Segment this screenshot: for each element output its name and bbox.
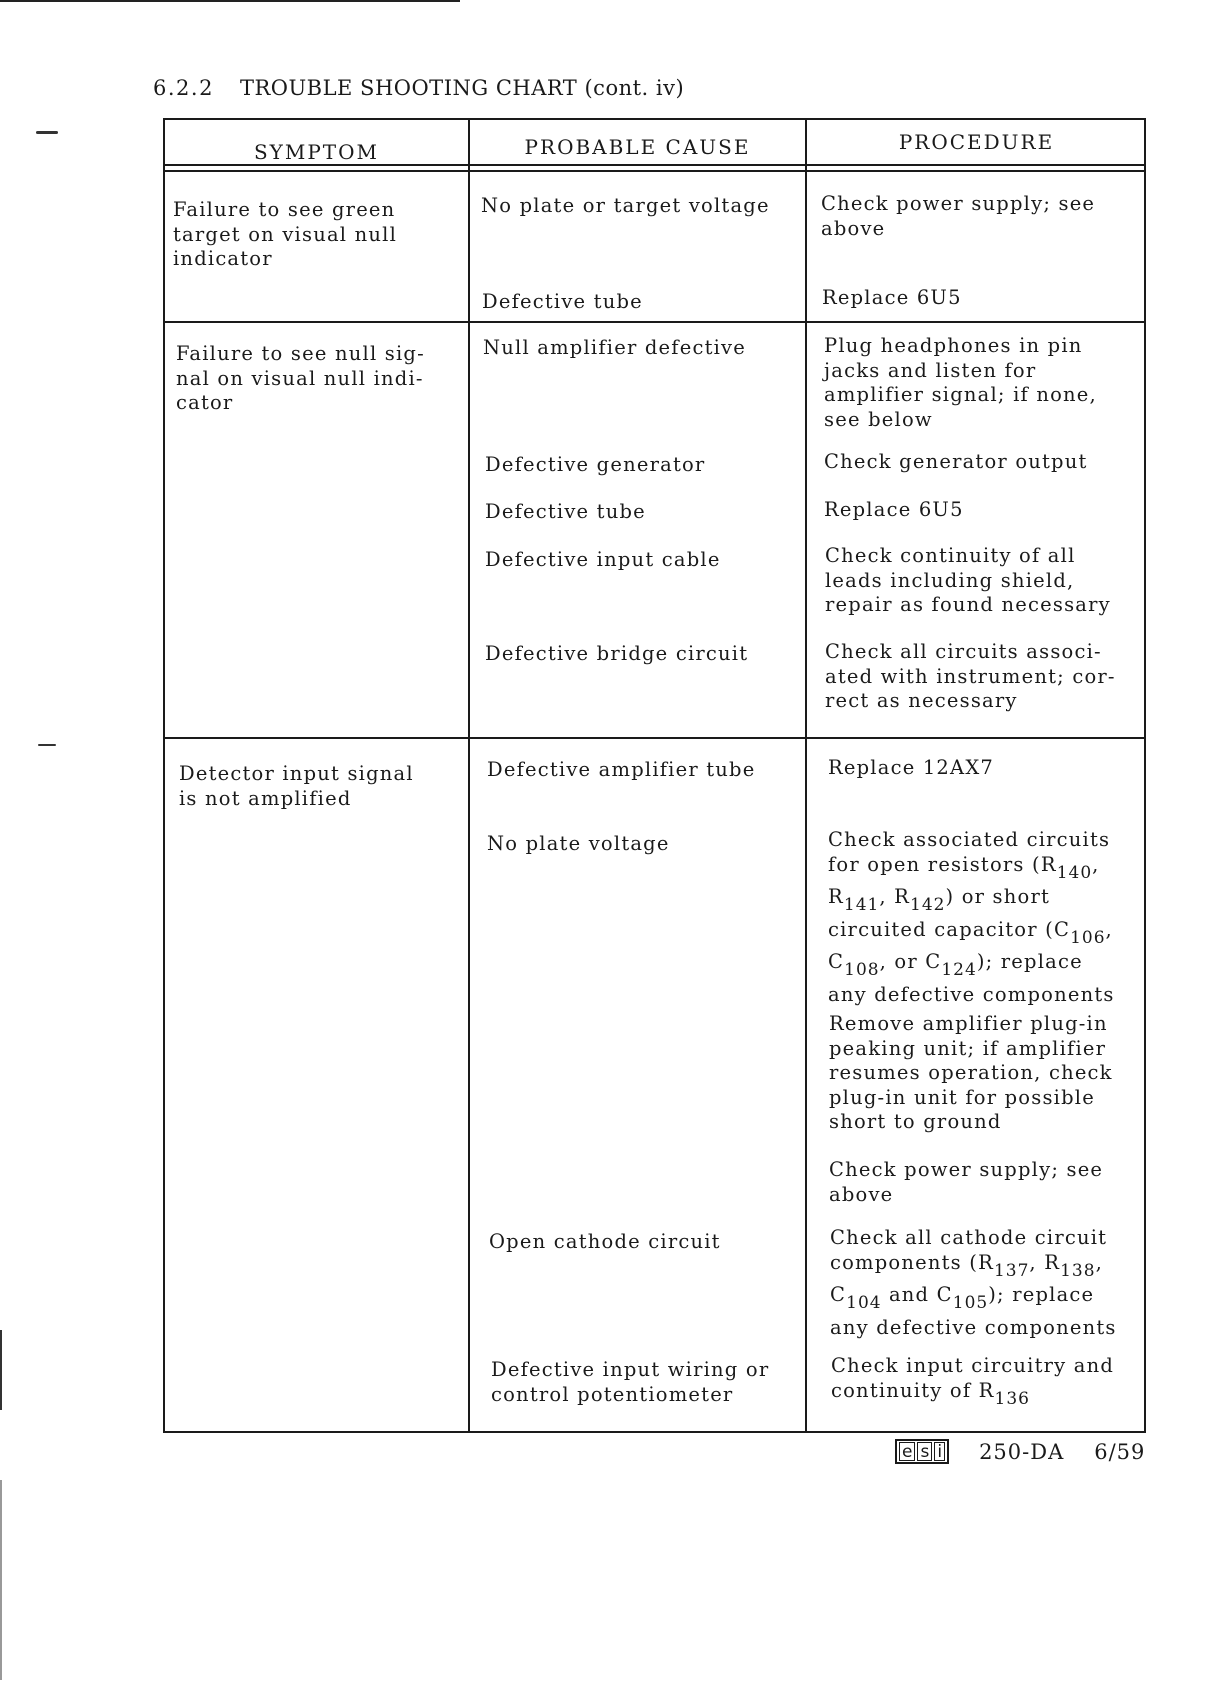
margin-mark	[0, 1480, 2, 1680]
procedure-cell: Check all circuits associ- ated with instrument; cor- rect as necessary	[825, 640, 1116, 712]
component-ref: 136	[994, 1388, 1030, 1409]
component-ref: 142	[910, 895, 946, 915]
procedure-text: , R	[1029, 1250, 1061, 1274]
component-ref: 137	[993, 1260, 1030, 1281]
procedure-cell	[830, 1226, 1117, 1340]
procedure-cell	[828, 828, 1115, 1007]
procedure-line: Check all cathode circuit	[830, 1226, 1108, 1249]
header-symptom: SYMPTOM	[253, 140, 380, 164]
trouble-shooting-table	[163, 118, 1146, 1433]
symptom-cell: Failure to see green target on visual null indicator	[173, 198, 398, 270]
cause-cell: Defective tube	[485, 500, 646, 523]
procedure-line	[828, 918, 1115, 951]
header-procedure: PROCEDURE	[898, 130, 1055, 154]
procedure-cell: Check generator output	[824, 450, 1088, 473]
cause-cell: Defective tube	[482, 290, 643, 313]
procedure-text: ,	[1092, 852, 1100, 876]
procedure-line: any defective components	[830, 1315, 1117, 1339]
procedure-text: R	[828, 885, 844, 908]
section-title: TROUBLE SHOOTING CHART (cont. iv)	[239, 76, 685, 100]
procedure-line	[828, 853, 1115, 886]
margin-mark	[36, 131, 58, 134]
procedure-line	[830, 1283, 1117, 1316]
procedure-line	[828, 950, 1115, 983]
procedure-text: ,	[1095, 1250, 1103, 1274]
procedure-line	[830, 1251, 1117, 1284]
procedure-text: C	[828, 950, 845, 973]
procedure-text: , or C	[879, 950, 942, 973]
procedure-text: ); replace	[976, 950, 1083, 973]
cause-cell: Null amplifier defective	[483, 336, 747, 359]
component-ref: 141	[843, 895, 880, 915]
procedure-text: for open resistors (R	[828, 852, 1057, 876]
component-ref: 140	[1056, 862, 1093, 883]
cause-cell: Defective amplifier tube	[487, 758, 756, 781]
section-number: 6.2.2	[153, 76, 214, 100]
component-ref: 124	[941, 960, 977, 980]
component-ref: 108	[844, 960, 880, 980]
cause-cell: Defective input cable	[485, 548, 721, 571]
logo-letter: s	[917, 1442, 932, 1461]
component-ref: 106	[1070, 927, 1106, 948]
procedure-text: ,	[1105, 917, 1113, 941]
cause-cell: Defective input wiring or control potentiometer	[491, 1358, 770, 1406]
symptom-cell: Detector input signal is not amplified	[179, 762, 414, 810]
header-rule	[165, 164, 1144, 166]
component-ref: 105	[952, 1293, 989, 1313]
procedure-text: ); replace	[988, 1283, 1095, 1306]
procedure-line	[831, 1379, 1114, 1412]
scan-edge-line	[0, 0, 460, 2]
header-probable-cause: PROBABLE CAUSE	[524, 135, 751, 159]
document-date: 6/59	[1094, 1439, 1146, 1464]
cause-cell: No plate or target voltage	[481, 194, 770, 217]
document-number: 250-DA	[979, 1439, 1065, 1464]
cause-cell: No plate voltage	[487, 832, 670, 855]
margin-mark	[38, 744, 56, 746]
procedure-line: Check input circuitry and	[831, 1354, 1115, 1377]
column-divider	[805, 120, 807, 1431]
symptom-cell: Failure to see null sig- nal on visual null indi- cator	[176, 342, 425, 414]
column-divider	[468, 120, 470, 1431]
procedure-text: circuited capacitor (C	[828, 917, 1071, 941]
procedure-cell: Check power supply; see above	[829, 1158, 1104, 1206]
cause-cell: Defective generator	[485, 453, 706, 476]
cause-cell: Defective bridge circuit	[485, 642, 749, 665]
logo-letter: e	[899, 1442, 915, 1461]
page-footer	[895, 1439, 1145, 1464]
group-rule	[165, 321, 1144, 323]
procedure-cell	[831, 1354, 1114, 1411]
procedure-cell: Replace 6U5	[824, 498, 964, 521]
page-title	[153, 76, 684, 100]
procedure-text: ) or short	[945, 885, 1051, 908]
component-ref: 104	[846, 1293, 882, 1313]
procedure-text: components (R	[830, 1250, 994, 1274]
logo-letter: i	[934, 1442, 945, 1461]
procedure-text: continuity of R	[831, 1378, 995, 1402]
procedure-cell: Remove amplifier plug-in peaking unit; if amplifier resumes operation, check plug-in unit for possible short to ground	[829, 1012, 1113, 1133]
procedure-cell: Plug headphones in pin jacks and listen for amplifier signal; if none, see below	[824, 334, 1097, 431]
procedure-text: C	[830, 1283, 847, 1306]
procedure-cell: Check continuity of all leads including shield, repair as found necessary	[825, 544, 1111, 616]
procedure-cell: Replace 12AX7	[828, 756, 995, 779]
procedure-text: and C	[881, 1283, 953, 1306]
group-rule	[165, 737, 1144, 739]
procedure-cell: Check power supply; see above	[821, 192, 1096, 240]
margin-mark	[0, 1330, 2, 1410]
procedure-line: any defective components	[828, 982, 1115, 1006]
procedure-line	[828, 885, 1115, 918]
component-ref: 138	[1060, 1260, 1096, 1281]
header-rule	[165, 170, 1144, 172]
procedure-line: Check associated circuits	[828, 828, 1111, 851]
procedure-text: , R	[879, 885, 911, 908]
procedure-cell: Replace 6U5	[822, 286, 962, 309]
esi-logo	[895, 1439, 949, 1464]
cause-cell: Open cathode circuit	[489, 1230, 721, 1253]
